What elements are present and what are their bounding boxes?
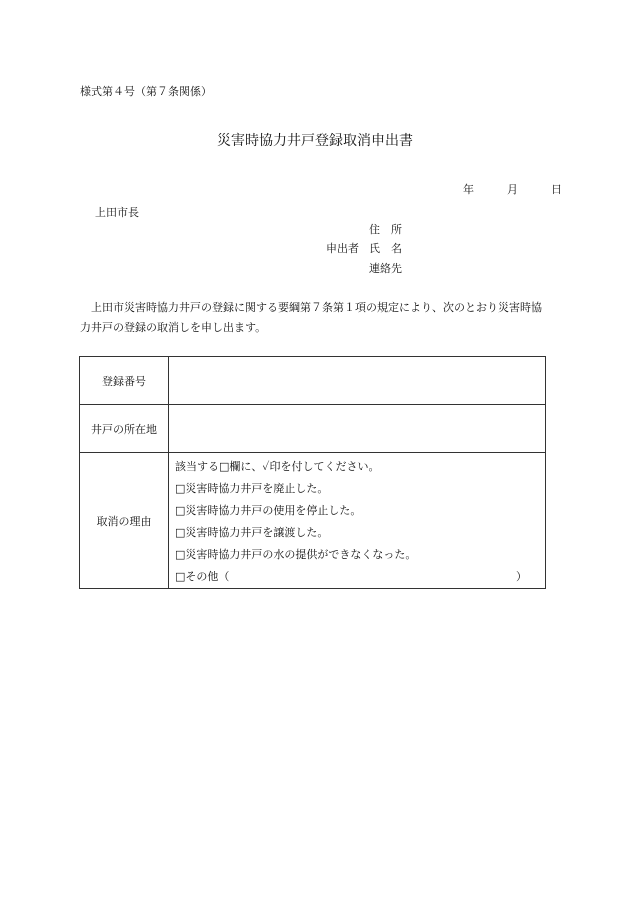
date-day: 日: [551, 183, 562, 196]
reason-option-no-water[interactable]: □災害時協力井戸の水の提供ができなくなった。: [175, 548, 417, 561]
reason-option-transferred[interactable]: □災害時協力井戸を譲渡した。: [175, 526, 329, 539]
registration-number-label: 登録番号: [80, 357, 169, 405]
form-number: 様式第４号（第７条関係）: [80, 85, 212, 98]
body-text: 上田市災害時協力井戸の登録に関する要綱第７条第１項の規定により、次のとおり災害時協力井戸の登録の取消しを申し出ます。: [80, 301, 542, 334]
reason-other-open: □その他（: [175, 570, 230, 583]
addressee: 上田市長: [95, 206, 139, 219]
reason-other-close: ）: [516, 570, 527, 583]
applicant-address-label: 住 所: [369, 223, 402, 236]
cancellation-table: [79, 356, 546, 589]
cancellation-reason-label: 取消の理由: [80, 453, 169, 589]
well-location-field[interactable]: [169, 405, 546, 453]
reason-instruction: 該当する□欄に、✓印を付してください。: [175, 460, 380, 473]
document-title: 災害時協力井戸登録取消申出書: [217, 133, 413, 149]
date-year: 年: [463, 183, 474, 196]
date-month: 月: [507, 183, 518, 196]
cancellation-reason-field: [169, 453, 546, 589]
table-row: [80, 453, 546, 589]
reason-option-other[interactable]: [175, 566, 545, 588]
date-line: [463, 181, 562, 197]
applicant-label: 申出者: [326, 242, 359, 255]
reason-option-stopped[interactable]: □災害時協力井戸の使用を停止した。: [175, 504, 362, 517]
applicant-name-label: 氏 名: [369, 242, 402, 255]
table-row: [80, 405, 546, 453]
reason-option-abolished[interactable]: □災害時協力井戸を廃止した。: [175, 482, 329, 495]
table-row: [80, 357, 546, 405]
well-location-label: 井戸の所在地: [80, 405, 169, 453]
applicant-contact-label: 連絡先: [369, 262, 402, 275]
registration-number-field[interactable]: [169, 357, 546, 405]
